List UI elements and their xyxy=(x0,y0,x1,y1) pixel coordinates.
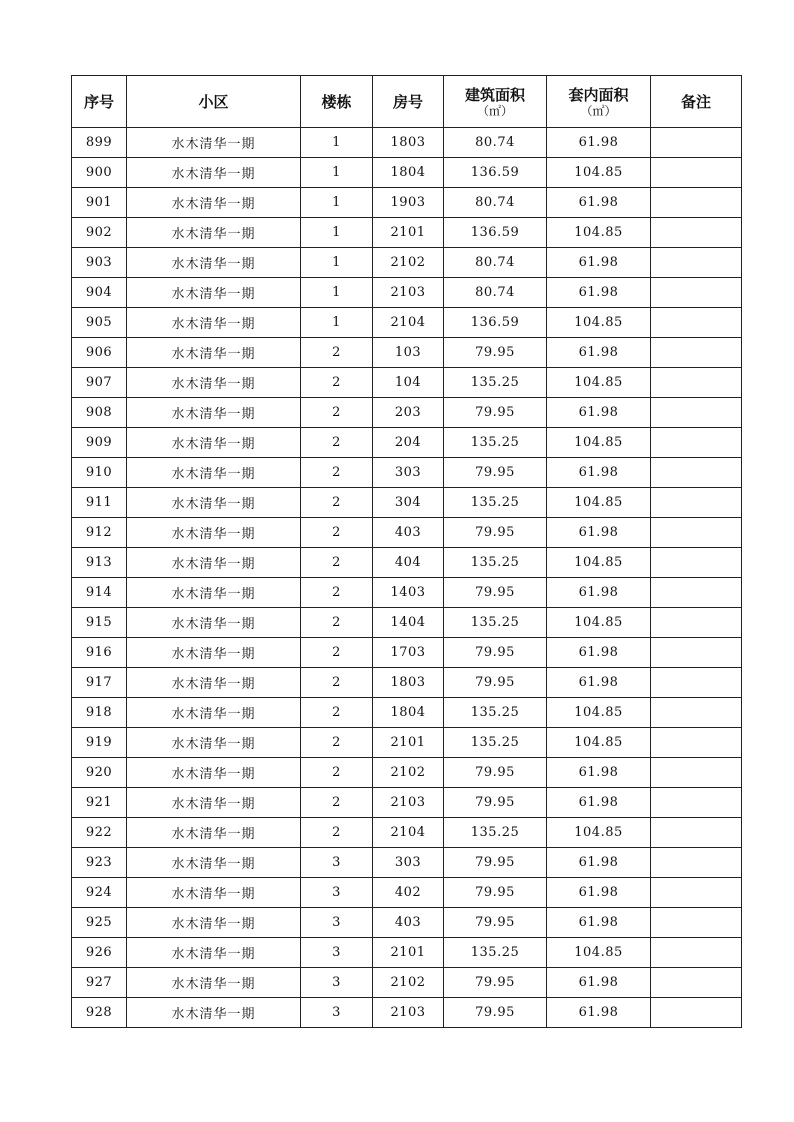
table-row xyxy=(72,398,742,428)
cell-inner-area: 61.98 xyxy=(547,518,651,548)
table-row xyxy=(72,368,742,398)
cell-index: 917 xyxy=(72,668,127,698)
cell-index: 922 xyxy=(72,818,127,848)
cell-room: 2103 xyxy=(373,788,444,818)
table-row xyxy=(72,638,742,668)
cell-building: 2 xyxy=(301,458,373,488)
cell-build-area: 79.95 xyxy=(444,848,547,878)
cell-community: 水木清华一期 xyxy=(127,218,301,248)
cell-index: 911 xyxy=(72,488,127,518)
cell-remark xyxy=(651,848,742,878)
table-row xyxy=(72,668,742,698)
table-row xyxy=(72,458,742,488)
cell-remark xyxy=(651,908,742,938)
cell-index: 920 xyxy=(72,758,127,788)
cell-community: 水木清华一期 xyxy=(127,248,301,278)
header-build-area-unit: （㎡） xyxy=(476,103,513,118)
cell-room: 2103 xyxy=(373,998,444,1028)
cell-building: 2 xyxy=(301,668,373,698)
cell-room: 1703 xyxy=(373,638,444,668)
cell-community: 水木清华一期 xyxy=(127,128,301,158)
cell-community: 水木清华一期 xyxy=(127,908,301,938)
cell-community: 水木清华一期 xyxy=(127,428,301,458)
cell-index: 925 xyxy=(72,908,127,938)
cell-room: 103 xyxy=(373,338,444,368)
cell-community: 水木清华一期 xyxy=(127,968,301,998)
cell-index: 916 xyxy=(72,638,127,668)
cell-room: 304 xyxy=(373,488,444,518)
cell-inner-area: 61.98 xyxy=(547,998,651,1028)
cell-build-area: 79.95 xyxy=(444,968,547,998)
cell-remark xyxy=(651,128,742,158)
cell-index: 909 xyxy=(72,428,127,458)
table-row xyxy=(72,818,742,848)
cell-room: 1403 xyxy=(373,578,444,608)
cell-room: 2101 xyxy=(373,728,444,758)
cell-community: 水木清华一期 xyxy=(127,668,301,698)
table-row xyxy=(72,788,742,818)
cell-room: 403 xyxy=(373,518,444,548)
cell-build-area: 135.25 xyxy=(444,548,547,578)
cell-room: 2102 xyxy=(373,758,444,788)
cell-building: 2 xyxy=(301,818,373,848)
cell-building: 3 xyxy=(301,938,373,968)
cell-remark xyxy=(651,368,742,398)
cell-room: 2104 xyxy=(373,818,444,848)
cell-inner-area: 61.98 xyxy=(547,668,651,698)
cell-inner-area: 61.98 xyxy=(547,638,651,668)
cell-community: 水木清华一期 xyxy=(127,518,301,548)
cell-index: 914 xyxy=(72,578,127,608)
cell-inner-area: 61.98 xyxy=(547,878,651,908)
cell-index: 926 xyxy=(72,938,127,968)
cell-building: 2 xyxy=(301,578,373,608)
cell-index: 915 xyxy=(72,608,127,638)
cell-build-area: 136.59 xyxy=(444,158,547,188)
cell-room: 404 xyxy=(373,548,444,578)
table-row xyxy=(72,338,742,368)
cell-room: 203 xyxy=(373,398,444,428)
cell-build-area: 79.95 xyxy=(444,758,547,788)
cell-room: 104 xyxy=(373,368,444,398)
cell-remark xyxy=(651,878,742,908)
table-row xyxy=(72,188,742,218)
table-row xyxy=(72,248,742,278)
cell-building: 2 xyxy=(301,518,373,548)
table-row xyxy=(72,158,742,188)
cell-community: 水木清华一期 xyxy=(127,728,301,758)
cell-remark xyxy=(651,608,742,638)
cell-building: 1 xyxy=(301,188,373,218)
cell-index: 902 xyxy=(72,218,127,248)
cell-community: 水木清华一期 xyxy=(127,848,301,878)
cell-building: 3 xyxy=(301,848,373,878)
cell-community: 水木清华一期 xyxy=(127,158,301,188)
cell-community: 水木清华一期 xyxy=(127,998,301,1028)
cell-build-area: 79.95 xyxy=(444,638,547,668)
cell-room: 1903 xyxy=(373,188,444,218)
cell-building: 2 xyxy=(301,428,373,458)
cell-room: 2102 xyxy=(373,248,444,278)
cell-build-area: 136.59 xyxy=(444,218,547,248)
cell-building: 2 xyxy=(301,638,373,668)
table-row xyxy=(72,848,742,878)
cell-index: 923 xyxy=(72,848,127,878)
cell-build-area: 79.95 xyxy=(444,518,547,548)
cell-build-area: 79.95 xyxy=(444,788,547,818)
table-row xyxy=(72,698,742,728)
cell-room: 303 xyxy=(373,458,444,488)
cell-build-area: 79.95 xyxy=(444,338,547,368)
cell-building: 2 xyxy=(301,758,373,788)
cell-index: 906 xyxy=(72,338,127,368)
cell-community: 水木清华一期 xyxy=(127,398,301,428)
cell-index: 910 xyxy=(72,458,127,488)
cell-room: 403 xyxy=(373,908,444,938)
cell-remark xyxy=(651,488,742,518)
cell-room: 303 xyxy=(373,848,444,878)
cell-build-area: 79.95 xyxy=(444,458,547,488)
cell-building: 3 xyxy=(301,878,373,908)
header-inner-area-label: 套内面积 xyxy=(568,85,629,104)
cell-room: 2101 xyxy=(373,938,444,968)
table-row xyxy=(72,938,742,968)
cell-inner-area: 61.98 xyxy=(547,248,651,278)
cell-building: 3 xyxy=(301,968,373,998)
cell-building: 1 xyxy=(301,308,373,338)
cell-room: 1404 xyxy=(373,608,444,638)
cell-inner-area: 61.98 xyxy=(547,758,651,788)
cell-room: 402 xyxy=(373,878,444,908)
cell-community: 水木清华一期 xyxy=(127,698,301,728)
cell-remark xyxy=(651,968,742,998)
cell-inner-area: 104.85 xyxy=(547,938,651,968)
cell-build-area: 79.95 xyxy=(444,398,547,428)
cell-inner-area: 61.98 xyxy=(547,968,651,998)
cell-community: 水木清华一期 xyxy=(127,758,301,788)
cell-community: 水木清华一期 xyxy=(127,548,301,578)
cell-index: 900 xyxy=(72,158,127,188)
cell-remark xyxy=(651,338,742,368)
header-remark: 备注 xyxy=(651,76,742,128)
cell-build-area: 79.95 xyxy=(444,578,547,608)
table-header xyxy=(72,76,742,128)
cell-index: 908 xyxy=(72,398,127,428)
cell-inner-area: 61.98 xyxy=(547,398,651,428)
cell-community: 水木清华一期 xyxy=(127,308,301,338)
cell-build-area: 80.74 xyxy=(444,278,547,308)
table-body xyxy=(72,128,742,1028)
cell-community: 水木清华一期 xyxy=(127,938,301,968)
cell-remark xyxy=(651,578,742,608)
cell-index: 927 xyxy=(72,968,127,998)
cell-index: 907 xyxy=(72,368,127,398)
header-community: 小区 xyxy=(127,76,301,128)
header-inner-area-unit: （㎡） xyxy=(580,103,617,118)
cell-building: 1 xyxy=(301,278,373,308)
housing-table xyxy=(71,75,742,1028)
cell-room: 1804 xyxy=(373,698,444,728)
cell-remark xyxy=(651,698,742,728)
cell-inner-area: 104.85 xyxy=(547,308,651,338)
table-row xyxy=(72,308,742,338)
cell-index: 928 xyxy=(72,998,127,1028)
cell-remark xyxy=(651,248,742,278)
cell-build-area: 79.95 xyxy=(444,998,547,1028)
table-row xyxy=(72,968,742,998)
cell-room: 1804 xyxy=(373,158,444,188)
cell-build-area: 79.95 xyxy=(444,908,547,938)
cell-inner-area: 104.85 xyxy=(547,608,651,638)
cell-community: 水木清华一期 xyxy=(127,788,301,818)
cell-build-area: 135.25 xyxy=(444,728,547,758)
cell-build-area: 80.74 xyxy=(444,248,547,278)
cell-building: 2 xyxy=(301,548,373,578)
table-row xyxy=(72,758,742,788)
cell-inner-area: 104.85 xyxy=(547,698,651,728)
cell-inner-area: 61.98 xyxy=(547,848,651,878)
cell-remark xyxy=(651,278,742,308)
cell-building: 3 xyxy=(301,998,373,1028)
cell-build-area: 135.25 xyxy=(444,608,547,638)
cell-remark xyxy=(651,428,742,458)
header-build-area xyxy=(444,76,547,128)
cell-community: 水木清华一期 xyxy=(127,338,301,368)
table-row xyxy=(72,548,742,578)
cell-building: 1 xyxy=(301,128,373,158)
cell-community: 水木清华一期 xyxy=(127,638,301,668)
cell-inner-area: 104.85 xyxy=(547,488,651,518)
cell-remark xyxy=(651,938,742,968)
cell-build-area: 135.25 xyxy=(444,818,547,848)
cell-index: 918 xyxy=(72,698,127,728)
cell-inner-area: 61.98 xyxy=(547,128,651,158)
cell-remark xyxy=(651,998,742,1028)
cell-inner-area: 61.98 xyxy=(547,278,651,308)
cell-building: 2 xyxy=(301,608,373,638)
cell-index: 901 xyxy=(72,188,127,218)
cell-index: 899 xyxy=(72,128,127,158)
cell-community: 水木清华一期 xyxy=(127,368,301,398)
cell-inner-area: 61.98 xyxy=(547,458,651,488)
cell-build-area: 79.95 xyxy=(444,668,547,698)
cell-remark xyxy=(651,728,742,758)
cell-building: 2 xyxy=(301,698,373,728)
cell-remark xyxy=(651,788,742,818)
cell-remark xyxy=(651,818,742,848)
cell-index: 912 xyxy=(72,518,127,548)
cell-build-area: 135.25 xyxy=(444,488,547,518)
table-row xyxy=(72,728,742,758)
cell-community: 水木清华一期 xyxy=(127,188,301,218)
table-row xyxy=(72,998,742,1028)
cell-remark xyxy=(651,668,742,698)
cell-building: 2 xyxy=(301,488,373,518)
cell-building: 2 xyxy=(301,368,373,398)
table-row xyxy=(72,218,742,248)
cell-community: 水木清华一期 xyxy=(127,608,301,638)
cell-build-area: 80.74 xyxy=(444,188,547,218)
cell-inner-area: 104.85 xyxy=(547,548,651,578)
cell-community: 水木清华一期 xyxy=(127,578,301,608)
table-row xyxy=(72,428,742,458)
cell-remark xyxy=(651,518,742,548)
table-row xyxy=(72,908,742,938)
cell-remark xyxy=(651,308,742,338)
cell-room: 2103 xyxy=(373,278,444,308)
cell-room: 2104 xyxy=(373,308,444,338)
cell-room: 2102 xyxy=(373,968,444,998)
cell-build-area: 136.59 xyxy=(444,308,547,338)
cell-inner-area: 61.98 xyxy=(547,338,651,368)
cell-build-area: 135.25 xyxy=(444,698,547,728)
cell-index: 903 xyxy=(72,248,127,278)
cell-index: 913 xyxy=(72,548,127,578)
cell-remark xyxy=(651,758,742,788)
header-build-area-label: 建筑面积 xyxy=(464,85,525,104)
cell-community: 水木清华一期 xyxy=(127,878,301,908)
cell-remark xyxy=(651,218,742,248)
cell-building: 3 xyxy=(301,908,373,938)
cell-index: 921 xyxy=(72,788,127,818)
cell-remark xyxy=(651,638,742,668)
cell-remark xyxy=(651,188,742,218)
cell-inner-area: 104.85 xyxy=(547,818,651,848)
cell-building: 1 xyxy=(301,158,373,188)
header-row xyxy=(72,76,742,128)
cell-building: 2 xyxy=(301,728,373,758)
cell-inner-area: 104.85 xyxy=(547,158,651,188)
cell-inner-area: 104.85 xyxy=(547,428,651,458)
cell-build-area: 135.25 xyxy=(444,428,547,458)
table-row xyxy=(72,128,742,158)
cell-index: 905 xyxy=(72,308,127,338)
table-row xyxy=(72,488,742,518)
cell-community: 水木清华一期 xyxy=(127,458,301,488)
cell-building: 2 xyxy=(301,788,373,818)
cell-building: 1 xyxy=(301,248,373,278)
header-inner-area xyxy=(547,76,651,128)
header-index: 序号 xyxy=(72,76,127,128)
cell-community: 水木清华一期 xyxy=(127,818,301,848)
cell-index: 904 xyxy=(72,278,127,308)
cell-index: 924 xyxy=(72,878,127,908)
cell-inner-area: 104.85 xyxy=(547,368,651,398)
cell-build-area: 80.74 xyxy=(444,128,547,158)
table-row xyxy=(72,578,742,608)
cell-inner-area: 104.85 xyxy=(547,218,651,248)
cell-room: 204 xyxy=(373,428,444,458)
table-row xyxy=(72,878,742,908)
table-row xyxy=(72,278,742,308)
cell-build-area: 135.25 xyxy=(444,938,547,968)
cell-inner-area: 61.98 xyxy=(547,788,651,818)
cell-inner-area: 61.98 xyxy=(547,188,651,218)
cell-build-area: 79.95 xyxy=(444,878,547,908)
cell-remark xyxy=(651,398,742,428)
cell-inner-area: 104.85 xyxy=(547,728,651,758)
cell-inner-area: 61.98 xyxy=(547,578,651,608)
cell-community: 水木清华一期 xyxy=(127,488,301,518)
cell-room: 1803 xyxy=(373,668,444,698)
table-row xyxy=(72,518,742,548)
cell-building: 2 xyxy=(301,338,373,368)
cell-remark xyxy=(651,548,742,578)
cell-inner-area: 61.98 xyxy=(547,908,651,938)
header-room: 房号 xyxy=(373,76,444,128)
cell-room: 1803 xyxy=(373,128,444,158)
cell-index: 919 xyxy=(72,728,127,758)
cell-room: 2101 xyxy=(373,218,444,248)
cell-building: 2 xyxy=(301,398,373,428)
cell-remark xyxy=(651,458,742,488)
table-row xyxy=(72,608,742,638)
cell-remark xyxy=(651,158,742,188)
cell-build-area: 135.25 xyxy=(444,368,547,398)
cell-building: 1 xyxy=(301,218,373,248)
header-building: 楼栋 xyxy=(301,76,373,128)
cell-community: 水木清华一期 xyxy=(127,278,301,308)
